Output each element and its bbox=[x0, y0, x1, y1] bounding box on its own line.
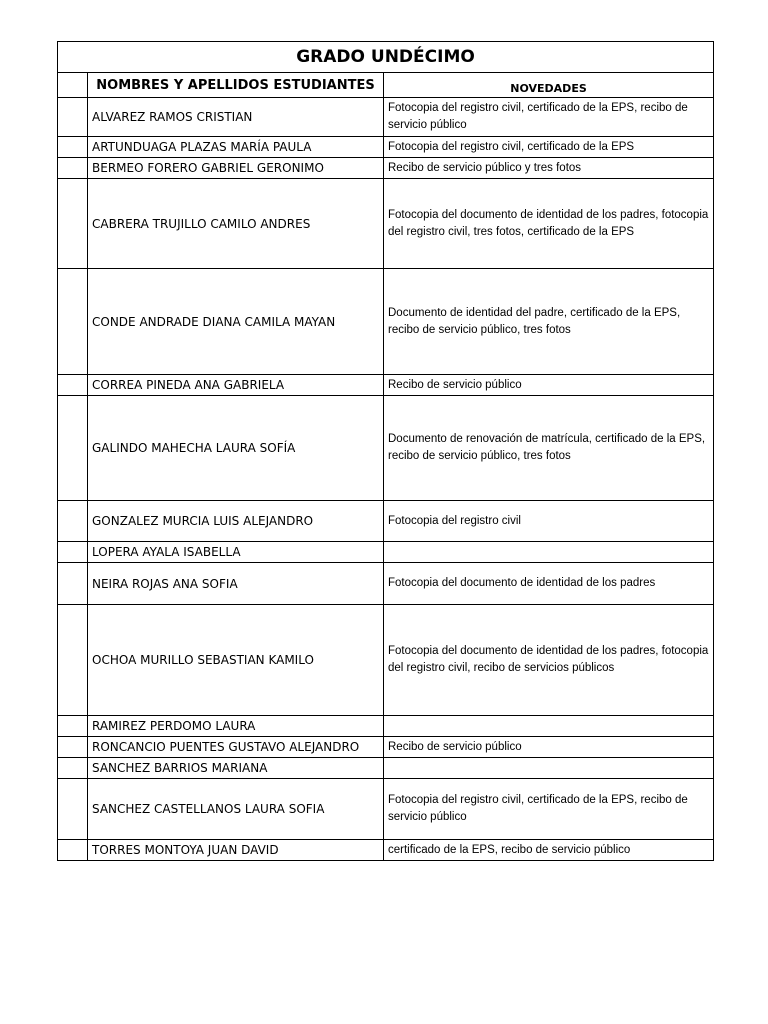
student-novedad: Fotocopia del documento de identidad de los padres, fotocopia del registro civil, recibo de servicios públicos bbox=[384, 605, 714, 716]
row-index-cell bbox=[58, 375, 88, 396]
student-novedad: Fotocopia del documento de identidad de los padres bbox=[384, 563, 714, 605]
table-row bbox=[58, 563, 714, 605]
header-names: NOMBRES Y APELLIDOS ESTUDIANTES bbox=[88, 73, 384, 98]
student-name: CABRERA TRUJILLO CAMILO ANDRES bbox=[88, 179, 384, 269]
student-novedad: Fotocopia del documento de identidad de los padres, fotocopia del registro civil, tres fotos, certificado de la EPS bbox=[384, 179, 714, 269]
row-index-cell bbox=[58, 137, 88, 158]
row-index-cell bbox=[58, 605, 88, 716]
student-novedad: Recibo de servicio público y tres fotos bbox=[384, 158, 714, 179]
student-name: SANCHEZ CASTELLANOS LAURA SOFIA bbox=[88, 779, 384, 840]
row-index-cell bbox=[58, 542, 88, 563]
table-row bbox=[58, 501, 714, 542]
row-index-cell bbox=[58, 840, 88, 861]
row-index-cell bbox=[58, 158, 88, 179]
student-name: ARTUNDUAGA PLAZAS MARÍA PAULA bbox=[88, 137, 384, 158]
table-row bbox=[58, 542, 714, 563]
row-index-cell bbox=[58, 98, 88, 137]
row-index-cell bbox=[58, 737, 88, 758]
title-row bbox=[58, 42, 714, 73]
student-name: NEIRA ROJAS ANA SOFIA bbox=[88, 563, 384, 605]
student-name: RAMIREZ PERDOMO LAURA bbox=[88, 716, 384, 737]
student-novedad: Fotocopia del registro civil bbox=[384, 501, 714, 542]
student-novedad: Fotocopia del registro civil, certificado de la EPS, recibo de servicio público bbox=[384, 98, 714, 137]
table-row bbox=[58, 779, 714, 840]
student-name: BERMEO FORERO GABRIEL GERONIMO bbox=[88, 158, 384, 179]
row-index-cell bbox=[58, 563, 88, 605]
table-row bbox=[58, 396, 714, 501]
table-row bbox=[58, 716, 714, 737]
table-row bbox=[58, 158, 714, 179]
student-novedad bbox=[384, 758, 714, 779]
row-index-cell bbox=[58, 396, 88, 501]
row-index-cell bbox=[58, 179, 88, 269]
header-index-cell bbox=[58, 73, 88, 98]
student-novedad: Recibo de servicio público bbox=[384, 737, 714, 758]
header-novedades: NOVEDADES bbox=[384, 73, 714, 98]
student-name: GALINDO MAHECHA LAURA SOFÍA bbox=[88, 396, 384, 501]
row-index-cell bbox=[58, 501, 88, 542]
students-table bbox=[57, 41, 714, 861]
student-name: GONZALEZ MURCIA LUIS ALEJANDRO bbox=[88, 501, 384, 542]
student-name: OCHOA MURILLO SEBASTIAN KAMILO bbox=[88, 605, 384, 716]
table-row bbox=[58, 137, 714, 158]
header-row bbox=[58, 73, 714, 98]
student-name: CORREA PINEDA ANA GABRIELA bbox=[88, 375, 384, 396]
table-row bbox=[58, 179, 714, 269]
table-row bbox=[58, 605, 714, 716]
student-name: TORRES MONTOYA JUAN DAVID bbox=[88, 840, 384, 861]
student-novedad: Documento de renovación de matrícula, certificado de la EPS, recibo de servicio público, tres fotos bbox=[384, 396, 714, 501]
row-index-cell bbox=[58, 758, 88, 779]
student-novedad bbox=[384, 716, 714, 737]
student-novedad: Documento de identidad del padre, certificado de la EPS, recibo de servicio público, tres fotos bbox=[384, 269, 714, 375]
student-novedad: Recibo de servicio público bbox=[384, 375, 714, 396]
table-row bbox=[58, 269, 714, 375]
student-novedad: certificado de la EPS, recibo de servicio público bbox=[384, 840, 714, 861]
student-novedad: Fotocopia del registro civil, certificado de la EPS bbox=[384, 137, 714, 158]
row-index-cell bbox=[58, 269, 88, 375]
student-novedad bbox=[384, 542, 714, 563]
student-name: RONCANCIO PUENTES GUSTAVO ALEJANDRO bbox=[88, 737, 384, 758]
table-title: GRADO UNDÉCIMO bbox=[58, 42, 714, 73]
table-row bbox=[58, 737, 714, 758]
table-row bbox=[58, 375, 714, 396]
row-index-cell bbox=[58, 716, 88, 737]
students-table-body bbox=[58, 42, 714, 861]
row-index-cell bbox=[58, 779, 88, 840]
table-row bbox=[58, 840, 714, 861]
student-name: SANCHEZ BARRIOS MARIANA bbox=[88, 758, 384, 779]
student-name: CONDE ANDRADE DIANA CAMILA MAYAN bbox=[88, 269, 384, 375]
table-row bbox=[58, 98, 714, 137]
student-novedad: Fotocopia del registro civil, certificado de la EPS, recibo de servicio público bbox=[384, 779, 714, 840]
table-row bbox=[58, 758, 714, 779]
student-name: ALVAREZ RAMOS CRISTIAN bbox=[88, 98, 384, 137]
student-name: LOPERA AYALA ISABELLA bbox=[88, 542, 384, 563]
